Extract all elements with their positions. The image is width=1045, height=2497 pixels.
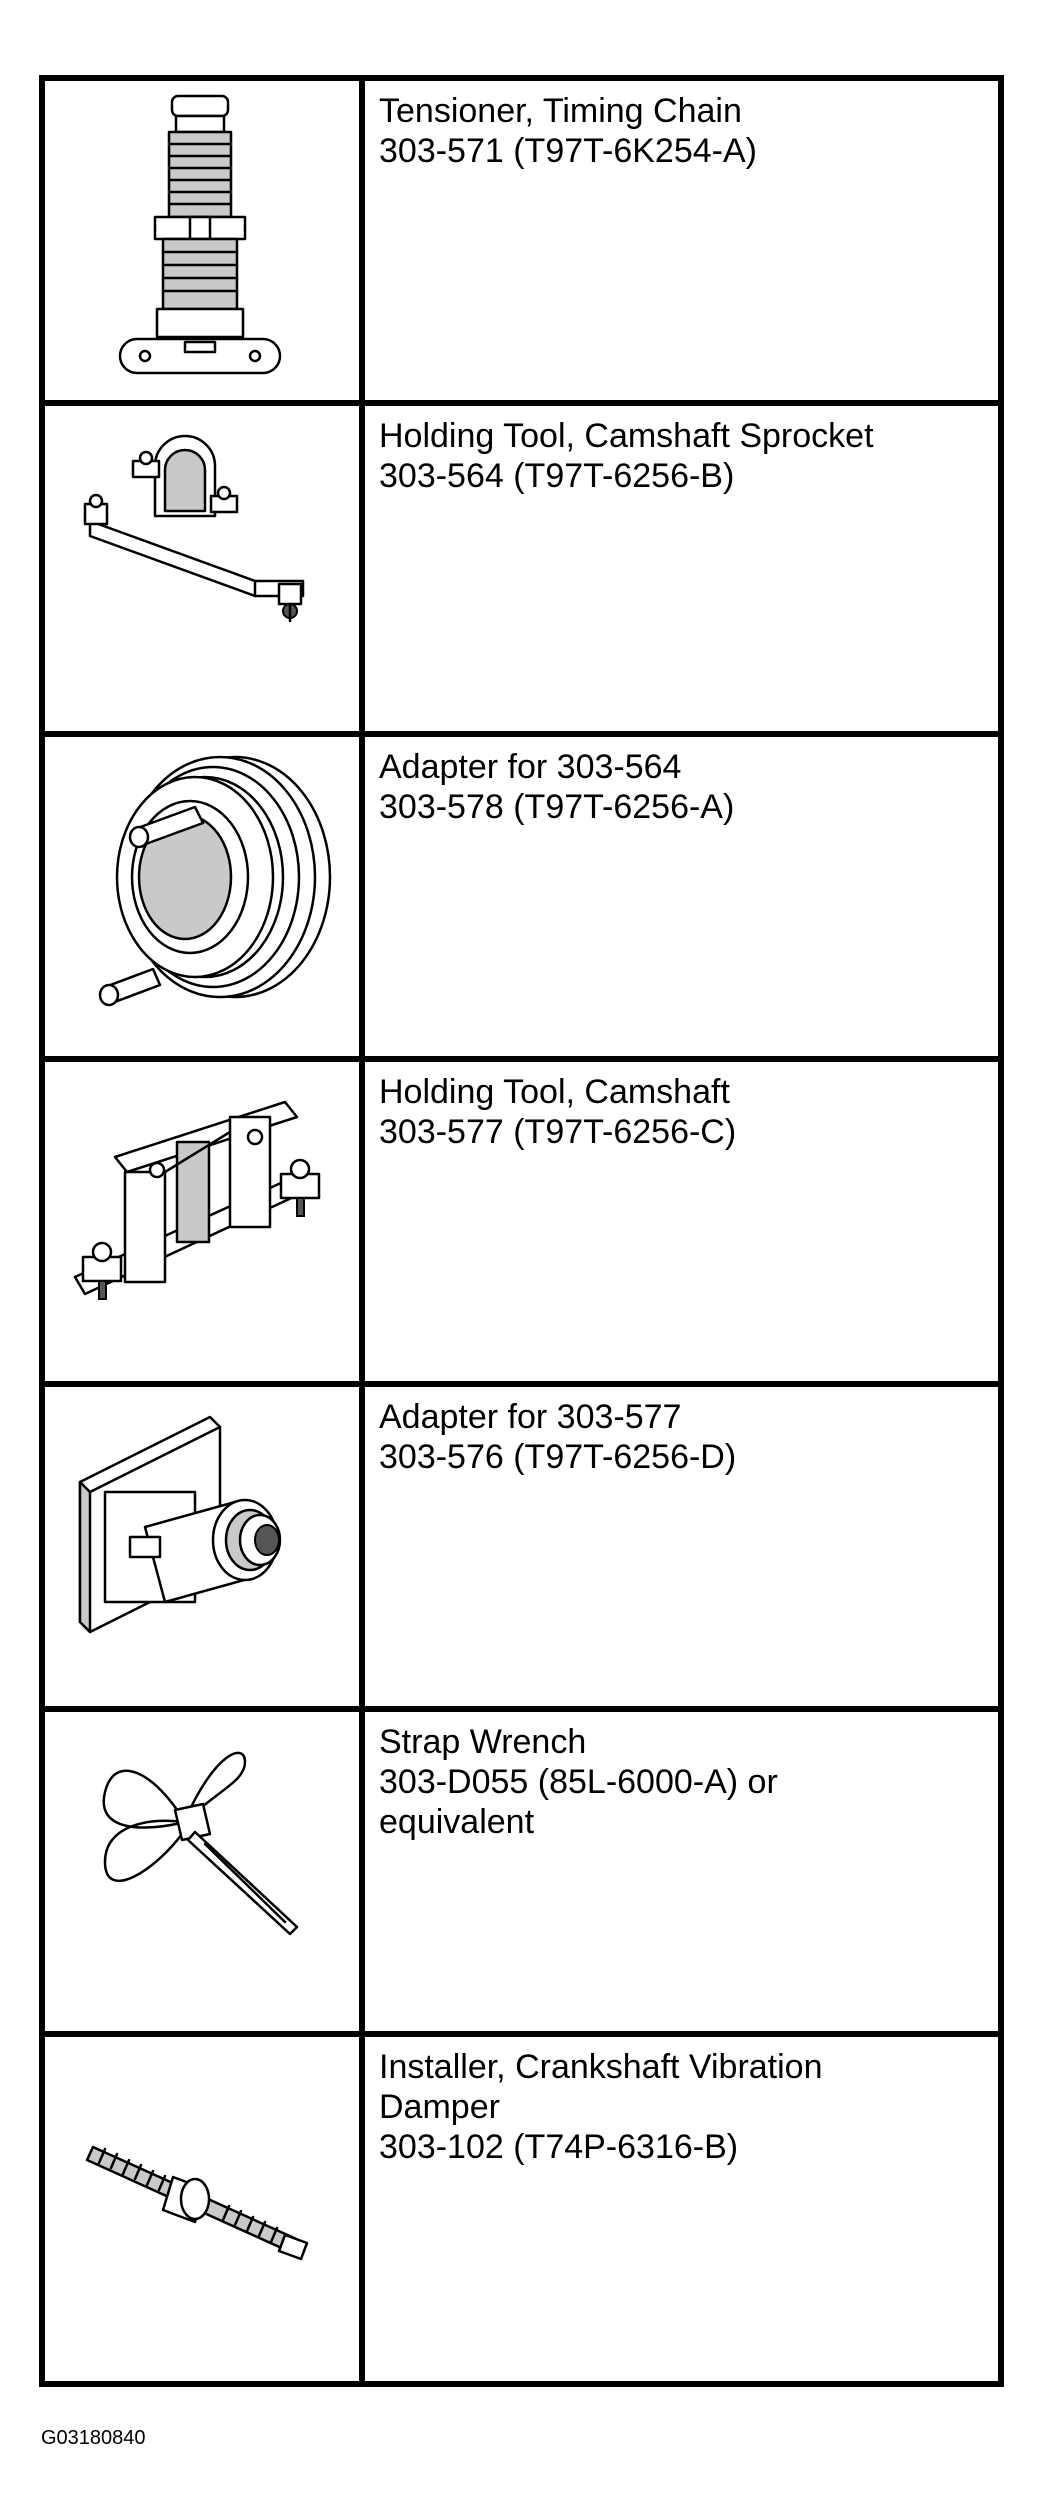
tool-row <box>45 81 998 400</box>
tool-part-number: 303-578 (T97T-6256-A) <box>379 788 735 826</box>
tool-name: Adapter for 303-564 <box>379 748 682 786</box>
figure-id: G03180840 <box>41 2427 146 2449</box>
special-tools-table <box>39 75 1004 2387</box>
strap-wrench-illustration <box>45 1712 359 2031</box>
tool-row <box>45 1381 998 1706</box>
tool-part-number: 303-577 (T97T-6256-C) <box>379 1113 737 1151</box>
tool-part-number: 303-576 (T97T-6256-D) <box>379 1438 737 1476</box>
tool-description <box>379 1712 988 1842</box>
tool-row <box>45 400 998 731</box>
camshaft-adapter-illustration <box>45 1387 359 1706</box>
tool-row <box>45 1056 998 1381</box>
tool-description <box>379 737 988 827</box>
tool-image-cell <box>45 1712 365 2031</box>
damper-installer-illustration <box>45 2037 359 2381</box>
tool-image-cell <box>45 1387 365 1706</box>
tool-image-cell <box>45 81 365 400</box>
timing-chain-tensioner-illustration <box>45 81 359 400</box>
tool-description <box>379 81 988 171</box>
tool-row <box>45 2031 998 2381</box>
tool-name: Strap Wrench <box>379 1723 587 1761</box>
tool-description <box>379 1062 988 1152</box>
tool-description <box>379 2037 988 2167</box>
tool-image-cell <box>45 1062 365 1381</box>
tool-image-cell <box>45 2037 365 2381</box>
tool-name: Holding Tool, Camshaft Sprocket <box>379 417 874 455</box>
tool-part-number: 303-D055 (85L-6000-A) or <box>379 1763 778 1801</box>
tool-name: Installer, Crankshaft Vibration <box>379 2048 823 2086</box>
tool-part-number: 303-102 (T74P-6316-B) <box>379 2128 739 2166</box>
tool-name: Adapter for 303-577 <box>379 1398 682 1436</box>
tool-note: equivalent <box>379 1803 535 1841</box>
tool-image-cell <box>45 406 365 731</box>
tool-part-number: 303-564 (T97T-6256-B) <box>379 457 735 495</box>
tool-row <box>45 731 998 1056</box>
tool-name: Tensioner, Timing Chain <box>379 92 742 130</box>
tool-description <box>379 406 988 496</box>
tool-part-number: 303-571 (T97T-6K254-A) <box>379 132 757 170</box>
sprocket-adapter-illustration <box>45 737 359 1056</box>
camshaft-holding-tool-illustration <box>45 1062 359 1381</box>
tool-name: Holding Tool, Camshaft <box>379 1073 730 1111</box>
tool-image-cell <box>45 737 365 1056</box>
tool-name-continued: Damper <box>379 2088 500 2126</box>
tool-row <box>45 1706 998 2031</box>
tool-description <box>379 1387 988 1477</box>
camshaft-sprocket-holding-tool-illustration <box>45 406 359 731</box>
